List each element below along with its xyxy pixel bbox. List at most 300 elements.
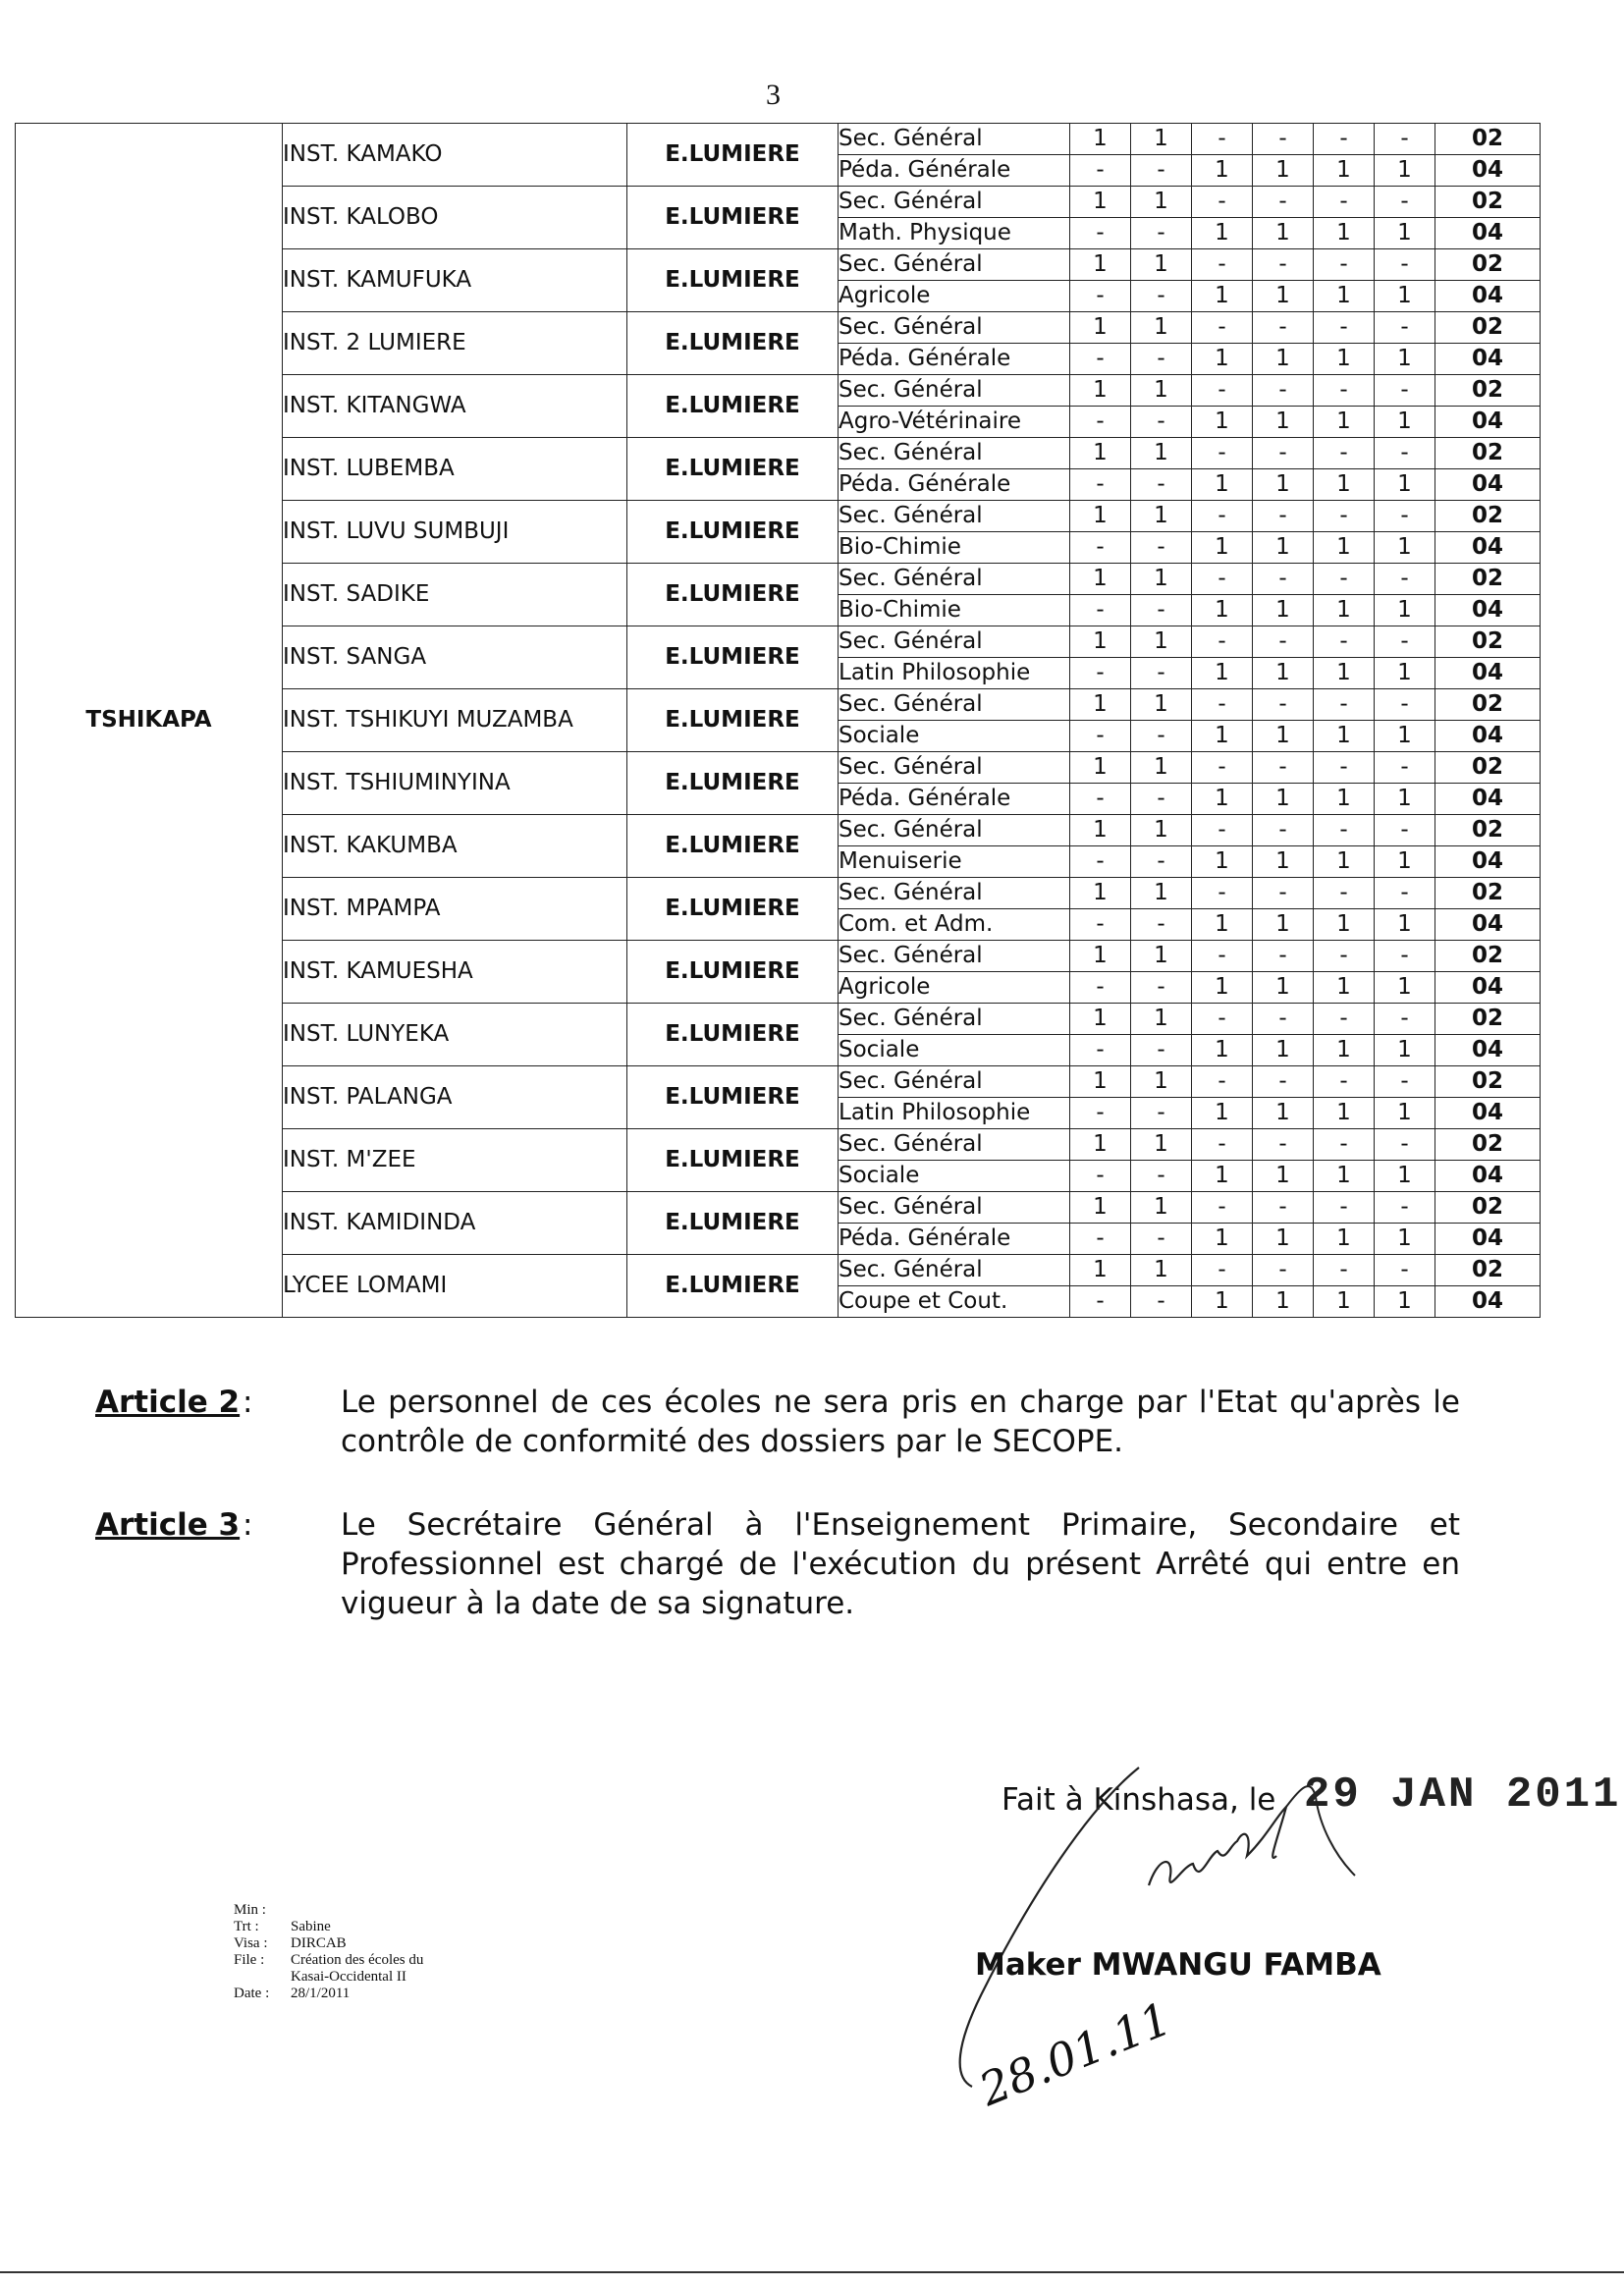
class-count-cell: 1 bbox=[1253, 407, 1314, 438]
class-count-cell: 1 bbox=[1253, 658, 1314, 689]
option-sec-general: Sec. Général bbox=[839, 564, 1070, 595]
meta-key bbox=[234, 1969, 291, 1986]
class-count-cell: - bbox=[1131, 532, 1192, 564]
total-cell: 04 bbox=[1435, 344, 1541, 375]
total-cell: 04 bbox=[1435, 972, 1541, 1004]
class-count-cell: 1 bbox=[1131, 626, 1192, 658]
class-count-cell: 1 bbox=[1253, 469, 1314, 501]
class-count-cell: - bbox=[1375, 815, 1435, 846]
class-count-cell: - bbox=[1375, 312, 1435, 344]
class-count-cell: - bbox=[1192, 375, 1253, 407]
total-cell: 04 bbox=[1435, 784, 1541, 815]
class-count-cell: - bbox=[1253, 501, 1314, 532]
class-count-cell: 1 bbox=[1131, 941, 1192, 972]
total-cell: 02 bbox=[1435, 312, 1541, 344]
option-name: Math. Physique bbox=[839, 218, 1070, 249]
class-count-cell: 1 bbox=[1131, 1255, 1192, 1286]
class-count-cell: 1 bbox=[1070, 564, 1131, 595]
total-cell: 02 bbox=[1435, 124, 1541, 155]
school-name: INST. KAMIDINDA bbox=[283, 1192, 627, 1255]
class-count-cell: - bbox=[1314, 941, 1375, 972]
class-count-cell: - bbox=[1375, 564, 1435, 595]
school-name: INST. KAMAKO bbox=[283, 124, 627, 187]
class-count-cell: 1 bbox=[1314, 469, 1375, 501]
date-stamp: 29 JAN 2011 bbox=[1304, 1770, 1622, 1820]
total-cell: 04 bbox=[1435, 846, 1541, 878]
class-count-cell: 1 bbox=[1314, 721, 1375, 752]
class-count-cell: 1 bbox=[1131, 752, 1192, 784]
network-name: E.LUMIERE bbox=[627, 312, 839, 375]
network-name: E.LUMIERE bbox=[627, 564, 839, 626]
class-count-cell: 1 bbox=[1314, 1035, 1375, 1066]
option-sec-general: Sec. Général bbox=[839, 501, 1070, 532]
network-name: E.LUMIERE bbox=[627, 1129, 839, 1192]
class-count-cell: 1 bbox=[1314, 972, 1375, 1004]
class-count-cell: - bbox=[1192, 438, 1253, 469]
class-count-cell: 1 bbox=[1253, 909, 1314, 941]
class-count-cell: 1 bbox=[1070, 375, 1131, 407]
article-colon: : bbox=[243, 1385, 253, 1420]
total-cell: 02 bbox=[1435, 941, 1541, 972]
class-count-cell: 1 bbox=[1375, 1286, 1435, 1318]
class-count-cell: - bbox=[1375, 1129, 1435, 1161]
option-name: Sociale bbox=[839, 721, 1070, 752]
school-name: INST. KAKUMBA bbox=[283, 815, 627, 878]
article-text: Le Secrétaire Général à l'Enseignement Primaire, Secondaire et Professionnel est chargé de l'exécution du présent Arrêté qui entre en vigueur à la date de sa signature. bbox=[341, 1507, 1460, 1621]
class-count-cell: 1 bbox=[1070, 689, 1131, 721]
class-count-cell: 1 bbox=[1253, 784, 1314, 815]
network-name: E.LUMIERE bbox=[627, 1066, 839, 1129]
class-count-cell: - bbox=[1253, 438, 1314, 469]
option-name: Bio-Chimie bbox=[839, 532, 1070, 564]
class-count-cell: - bbox=[1070, 1224, 1131, 1255]
class-count-cell: - bbox=[1131, 721, 1192, 752]
option-name: Latin Philosophie bbox=[839, 658, 1070, 689]
class-count-cell: 1 bbox=[1131, 1066, 1192, 1098]
class-count-cell: - bbox=[1314, 249, 1375, 281]
total-cell: 02 bbox=[1435, 1066, 1541, 1098]
class-count-cell: - bbox=[1375, 1004, 1435, 1035]
class-count-cell: - bbox=[1314, 1129, 1375, 1161]
class-count-cell: 1 bbox=[1375, 1161, 1435, 1192]
class-count-cell: 1 bbox=[1131, 312, 1192, 344]
class-count-cell: 1 bbox=[1192, 218, 1253, 249]
class-count-cell: - bbox=[1253, 124, 1314, 155]
class-count-cell: - bbox=[1314, 124, 1375, 155]
class-count-cell: - bbox=[1070, 1161, 1131, 1192]
class-count-cell: 1 bbox=[1192, 532, 1253, 564]
class-count-cell: - bbox=[1131, 281, 1192, 312]
school-name: LYCEE LOMAMI bbox=[283, 1255, 627, 1318]
total-cell: 04 bbox=[1435, 532, 1541, 564]
class-count-cell: 1 bbox=[1253, 1286, 1314, 1318]
class-count-cell: - bbox=[1253, 312, 1314, 344]
total-cell: 04 bbox=[1435, 658, 1541, 689]
class-count-cell: - bbox=[1192, 626, 1253, 658]
option-sec-general: Sec. Général bbox=[839, 124, 1070, 155]
option-sec-general: Sec. Général bbox=[839, 438, 1070, 469]
class-count-cell: - bbox=[1253, 752, 1314, 784]
class-count-cell: 1 bbox=[1253, 344, 1314, 375]
meta-key: Trt : bbox=[234, 1919, 259, 1934]
total-cell: 02 bbox=[1435, 626, 1541, 658]
class-count-cell: - bbox=[1253, 249, 1314, 281]
class-count-cell: 1 bbox=[1131, 1129, 1192, 1161]
city-cell: TSHIKAPA bbox=[16, 124, 283, 1318]
class-count-cell: - bbox=[1070, 1035, 1131, 1066]
option-name: Agro-Vétérinaire bbox=[839, 407, 1070, 438]
total-cell: 04 bbox=[1435, 1035, 1541, 1066]
class-count-cell: 1 bbox=[1375, 281, 1435, 312]
class-count-cell: - bbox=[1375, 878, 1435, 909]
school-name: INST. 2 LUMIERE bbox=[283, 312, 627, 375]
school-name: INST. PALANGA bbox=[283, 1066, 627, 1129]
class-count-cell: - bbox=[1131, 909, 1192, 941]
signer-name: Maker MWANGU FAMBA bbox=[975, 1947, 1381, 1983]
class-count-cell: - bbox=[1192, 815, 1253, 846]
total-cell: 02 bbox=[1435, 438, 1541, 469]
class-count-cell: 1 bbox=[1375, 532, 1435, 564]
class-count-cell: - bbox=[1131, 1035, 1192, 1066]
meta-key: Visa : bbox=[234, 1935, 268, 1951]
article-3 bbox=[95, 1505, 1460, 1623]
option-name: Sociale bbox=[839, 1161, 1070, 1192]
school-name: INST. MPAMPA bbox=[283, 878, 627, 941]
class-count-cell: 1 bbox=[1070, 312, 1131, 344]
class-count-cell: - bbox=[1070, 909, 1131, 941]
class-count-cell: - bbox=[1253, 1004, 1314, 1035]
schools-table bbox=[15, 123, 1541, 1318]
school-name: INST. KAMUFUKA bbox=[283, 249, 627, 312]
option-sec-general: Sec. Général bbox=[839, 941, 1070, 972]
class-count-cell: - bbox=[1314, 375, 1375, 407]
total-cell: 04 bbox=[1435, 155, 1541, 187]
meta-row bbox=[234, 1902, 423, 1919]
article-label: Article 3 bbox=[95, 1507, 241, 1543]
class-count-cell: 1 bbox=[1375, 1035, 1435, 1066]
class-count-cell: 1 bbox=[1253, 281, 1314, 312]
class-count-cell: 1 bbox=[1253, 1224, 1314, 1255]
class-count-cell: - bbox=[1375, 689, 1435, 721]
page-bottom-rule bbox=[0, 2271, 1624, 2273]
article-2 bbox=[95, 1383, 1460, 1461]
class-count-cell: 1 bbox=[1375, 344, 1435, 375]
meta-value: DIRCAB bbox=[291, 1935, 347, 1951]
total-cell: 04 bbox=[1435, 1286, 1541, 1318]
school-name: INST. TSHIKUYI MUZAMBA bbox=[283, 689, 627, 752]
class-count-cell: - bbox=[1253, 1255, 1314, 1286]
class-count-cell: 1 bbox=[1070, 878, 1131, 909]
network-name: E.LUMIERE bbox=[627, 187, 839, 249]
class-count-cell: - bbox=[1314, 1004, 1375, 1035]
total-cell: 02 bbox=[1435, 564, 1541, 595]
class-count-cell: - bbox=[1314, 564, 1375, 595]
class-count-cell: 1 bbox=[1314, 155, 1375, 187]
class-count-cell: 1 bbox=[1131, 689, 1192, 721]
meta-value: Sabine bbox=[291, 1919, 331, 1934]
network-name: E.LUMIERE bbox=[627, 124, 839, 187]
class-count-cell: - bbox=[1314, 1066, 1375, 1098]
class-count-cell: 1 bbox=[1375, 595, 1435, 626]
class-count-cell: - bbox=[1131, 595, 1192, 626]
class-count-cell: - bbox=[1192, 1192, 1253, 1224]
class-count-cell: - bbox=[1070, 1098, 1131, 1129]
option-name: Péda. Générale bbox=[839, 155, 1070, 187]
class-count-cell: 1 bbox=[1253, 155, 1314, 187]
total-cell: 02 bbox=[1435, 1255, 1541, 1286]
class-count-cell: 1 bbox=[1070, 1192, 1131, 1224]
class-count-cell: 1 bbox=[1192, 1161, 1253, 1192]
class-count-cell: 1 bbox=[1131, 564, 1192, 595]
class-count-cell: - bbox=[1192, 1066, 1253, 1098]
file-metadata bbox=[234, 1902, 423, 2002]
total-cell: 02 bbox=[1435, 878, 1541, 909]
class-count-cell: - bbox=[1314, 626, 1375, 658]
class-count-cell: - bbox=[1192, 689, 1253, 721]
class-count-cell: 1 bbox=[1314, 1161, 1375, 1192]
class-count-cell: - bbox=[1192, 1255, 1253, 1286]
class-count-cell: 1 bbox=[1131, 878, 1192, 909]
class-count-cell: 1 bbox=[1375, 1098, 1435, 1129]
class-count-cell: 1 bbox=[1070, 187, 1131, 218]
article-colon: : bbox=[243, 1507, 253, 1543]
class-count-cell: 1 bbox=[1192, 846, 1253, 878]
network-name: E.LUMIERE bbox=[627, 375, 839, 438]
class-count-cell: 1 bbox=[1192, 784, 1253, 815]
class-count-cell: - bbox=[1253, 187, 1314, 218]
option-sec-general: Sec. Général bbox=[839, 626, 1070, 658]
class-count-cell: - bbox=[1253, 1192, 1314, 1224]
class-count-cell: - bbox=[1375, 1066, 1435, 1098]
class-count-cell: 1 bbox=[1192, 1224, 1253, 1255]
class-count-cell: - bbox=[1070, 532, 1131, 564]
total-cell: 04 bbox=[1435, 595, 1541, 626]
school-name: INST. KALOBO bbox=[283, 187, 627, 249]
class-count-cell: - bbox=[1070, 281, 1131, 312]
meta-value: Kasai-Occidental II bbox=[291, 1969, 406, 1985]
class-count-cell: 1 bbox=[1253, 1161, 1314, 1192]
class-count-cell: 1 bbox=[1314, 344, 1375, 375]
network-name: E.LUMIERE bbox=[627, 249, 839, 312]
class-count-cell: 1 bbox=[1314, 909, 1375, 941]
class-count-cell: - bbox=[1131, 1224, 1192, 1255]
option-sec-general: Sec. Général bbox=[839, 375, 1070, 407]
class-count-cell: 1 bbox=[1070, 124, 1131, 155]
class-count-cell: 1 bbox=[1314, 784, 1375, 815]
class-count-cell: 1 bbox=[1070, 438, 1131, 469]
class-count-cell: - bbox=[1192, 312, 1253, 344]
handwritten-signature bbox=[913, 1748, 1424, 2101]
class-count-cell: 1 bbox=[1192, 595, 1253, 626]
class-count-cell: - bbox=[1070, 344, 1131, 375]
network-name: E.LUMIERE bbox=[627, 689, 839, 752]
total-cell: 04 bbox=[1435, 1224, 1541, 1255]
school-name: INST. KITANGWA bbox=[283, 375, 627, 438]
total-cell: 04 bbox=[1435, 281, 1541, 312]
option-sec-general: Sec. Général bbox=[839, 312, 1070, 344]
class-count-cell: 1 bbox=[1070, 249, 1131, 281]
class-count-cell: 1 bbox=[1253, 1035, 1314, 1066]
class-count-cell: - bbox=[1375, 752, 1435, 784]
school-name: INST. KAMUESHA bbox=[283, 941, 627, 1004]
class-count-cell: - bbox=[1192, 124, 1253, 155]
class-count-cell: - bbox=[1131, 1286, 1192, 1318]
class-count-cell: 1 bbox=[1070, 1004, 1131, 1035]
class-count-cell: 1 bbox=[1070, 941, 1131, 972]
class-count-cell: 1 bbox=[1070, 1129, 1131, 1161]
class-count-cell: - bbox=[1131, 784, 1192, 815]
class-count-cell: - bbox=[1131, 407, 1192, 438]
class-count-cell: - bbox=[1131, 972, 1192, 1004]
total-cell: 02 bbox=[1435, 501, 1541, 532]
class-count-cell: - bbox=[1192, 187, 1253, 218]
class-count-cell: - bbox=[1070, 846, 1131, 878]
option-sec-general: Sec. Général bbox=[839, 815, 1070, 846]
total-cell: 04 bbox=[1435, 721, 1541, 752]
class-count-cell: 1 bbox=[1131, 501, 1192, 532]
network-name: E.LUMIERE bbox=[627, 1192, 839, 1255]
class-count-cell: - bbox=[1253, 1066, 1314, 1098]
total-cell: 02 bbox=[1435, 249, 1541, 281]
total-cell: 04 bbox=[1435, 407, 1541, 438]
option-sec-general: Sec. Général bbox=[839, 249, 1070, 281]
total-cell: 02 bbox=[1435, 815, 1541, 846]
class-count-cell: - bbox=[1253, 941, 1314, 972]
class-count-cell: - bbox=[1131, 469, 1192, 501]
class-count-cell: - bbox=[1253, 815, 1314, 846]
class-count-cell: 1 bbox=[1375, 909, 1435, 941]
network-name: E.LUMIERE bbox=[627, 878, 839, 941]
class-count-cell: 1 bbox=[1192, 281, 1253, 312]
network-name: E.LUMIERE bbox=[627, 752, 839, 815]
handwritten-date: 28.01.11 bbox=[972, 1991, 1179, 2117]
class-count-cell: - bbox=[1070, 972, 1131, 1004]
class-count-cell: 1 bbox=[1375, 846, 1435, 878]
class-count-cell: 1 bbox=[1131, 815, 1192, 846]
class-count-cell: 1 bbox=[1314, 846, 1375, 878]
network-name: E.LUMIERE bbox=[627, 815, 839, 878]
class-count-cell: 1 bbox=[1192, 909, 1253, 941]
class-count-cell: 1 bbox=[1253, 1098, 1314, 1129]
class-count-cell: - bbox=[1192, 1004, 1253, 1035]
class-count-cell: - bbox=[1253, 689, 1314, 721]
class-count-cell: - bbox=[1131, 218, 1192, 249]
option-sec-general: Sec. Général bbox=[839, 752, 1070, 784]
article-text: Le personnel de ces écoles ne sera pris en charge par l'Etat qu'après le contrôle de conformité des dossiers par le SECOPE. bbox=[341, 1385, 1460, 1459]
class-count-cell: - bbox=[1131, 1161, 1192, 1192]
class-count-cell: - bbox=[1375, 501, 1435, 532]
class-count-cell: - bbox=[1375, 941, 1435, 972]
class-count-cell: - bbox=[1253, 564, 1314, 595]
class-count-cell: 1 bbox=[1131, 249, 1192, 281]
class-count-cell: - bbox=[1192, 752, 1253, 784]
class-count-cell: 1 bbox=[1192, 1035, 1253, 1066]
class-count-cell: 1 bbox=[1070, 1255, 1131, 1286]
class-count-cell: - bbox=[1314, 438, 1375, 469]
class-count-cell: - bbox=[1314, 878, 1375, 909]
class-count-cell: - bbox=[1070, 155, 1131, 187]
table-row bbox=[16, 124, 1541, 155]
class-count-cell: 1 bbox=[1375, 721, 1435, 752]
option-sec-general: Sec. Général bbox=[839, 1129, 1070, 1161]
total-cell: 02 bbox=[1435, 1192, 1541, 1224]
class-count-cell: - bbox=[1070, 1286, 1131, 1318]
network-name: E.LUMIERE bbox=[627, 438, 839, 501]
class-count-cell: - bbox=[1131, 846, 1192, 878]
class-count-cell: - bbox=[1314, 312, 1375, 344]
meta-row bbox=[234, 1952, 423, 1969]
class-count-cell: 1 bbox=[1314, 658, 1375, 689]
total-cell: 02 bbox=[1435, 752, 1541, 784]
class-count-cell: 1 bbox=[1192, 1098, 1253, 1129]
total-cell: 04 bbox=[1435, 1098, 1541, 1129]
class-count-cell: 1 bbox=[1070, 752, 1131, 784]
article-label: Article 2 bbox=[95, 1385, 241, 1420]
class-count-cell: - bbox=[1253, 626, 1314, 658]
class-count-cell: 1 bbox=[1192, 469, 1253, 501]
meta-row bbox=[234, 1969, 423, 1986]
option-name: Péda. Générale bbox=[839, 344, 1070, 375]
class-count-cell: 1 bbox=[1314, 1286, 1375, 1318]
network-name: E.LUMIERE bbox=[627, 501, 839, 564]
school-name: INST. LUVU SUMBUJI bbox=[283, 501, 627, 564]
option-name: Péda. Générale bbox=[839, 469, 1070, 501]
page-number: 3 bbox=[766, 79, 781, 111]
class-count-cell: 1 bbox=[1253, 532, 1314, 564]
meta-row bbox=[234, 1935, 423, 1952]
class-count-cell: - bbox=[1070, 721, 1131, 752]
class-count-cell: - bbox=[1375, 626, 1435, 658]
total-cell: 02 bbox=[1435, 375, 1541, 407]
meta-row bbox=[234, 1919, 423, 1935]
school-name: INST. TSHIUMINYINA bbox=[283, 752, 627, 815]
class-count-cell: 1 bbox=[1314, 218, 1375, 249]
class-count-cell: 1 bbox=[1375, 658, 1435, 689]
option-name: Péda. Générale bbox=[839, 1224, 1070, 1255]
school-name: INST. M'ZEE bbox=[283, 1129, 627, 1192]
class-count-cell: - bbox=[1375, 438, 1435, 469]
meta-key: File : bbox=[234, 1952, 265, 1968]
class-count-cell: - bbox=[1070, 469, 1131, 501]
class-count-cell: 1 bbox=[1192, 658, 1253, 689]
class-count-cell: 1 bbox=[1192, 972, 1253, 1004]
class-count-cell: 1 bbox=[1314, 532, 1375, 564]
class-count-cell: - bbox=[1131, 155, 1192, 187]
class-count-cell: 1 bbox=[1131, 124, 1192, 155]
option-sec-general: Sec. Général bbox=[839, 1192, 1070, 1224]
class-count-cell: - bbox=[1314, 1192, 1375, 1224]
network-name: E.LUMIERE bbox=[627, 626, 839, 689]
class-count-cell: 1 bbox=[1192, 1286, 1253, 1318]
class-count-cell: 1 bbox=[1375, 784, 1435, 815]
class-count-cell: 1 bbox=[1131, 187, 1192, 218]
network-name: E.LUMIERE bbox=[627, 941, 839, 1004]
class-count-cell: - bbox=[1375, 1192, 1435, 1224]
option-sec-general: Sec. Général bbox=[839, 689, 1070, 721]
option-name: Péda. Générale bbox=[839, 784, 1070, 815]
class-count-cell: - bbox=[1070, 658, 1131, 689]
class-count-cell: - bbox=[1375, 1255, 1435, 1286]
class-count-cell: - bbox=[1192, 878, 1253, 909]
total-cell: 02 bbox=[1435, 1129, 1541, 1161]
class-count-cell: - bbox=[1253, 1129, 1314, 1161]
class-count-cell: 1 bbox=[1131, 438, 1192, 469]
total-cell: 04 bbox=[1435, 1161, 1541, 1192]
class-count-cell: - bbox=[1253, 375, 1314, 407]
class-count-cell: 1 bbox=[1375, 1224, 1435, 1255]
class-count-cell: - bbox=[1375, 249, 1435, 281]
class-count-cell: - bbox=[1375, 375, 1435, 407]
